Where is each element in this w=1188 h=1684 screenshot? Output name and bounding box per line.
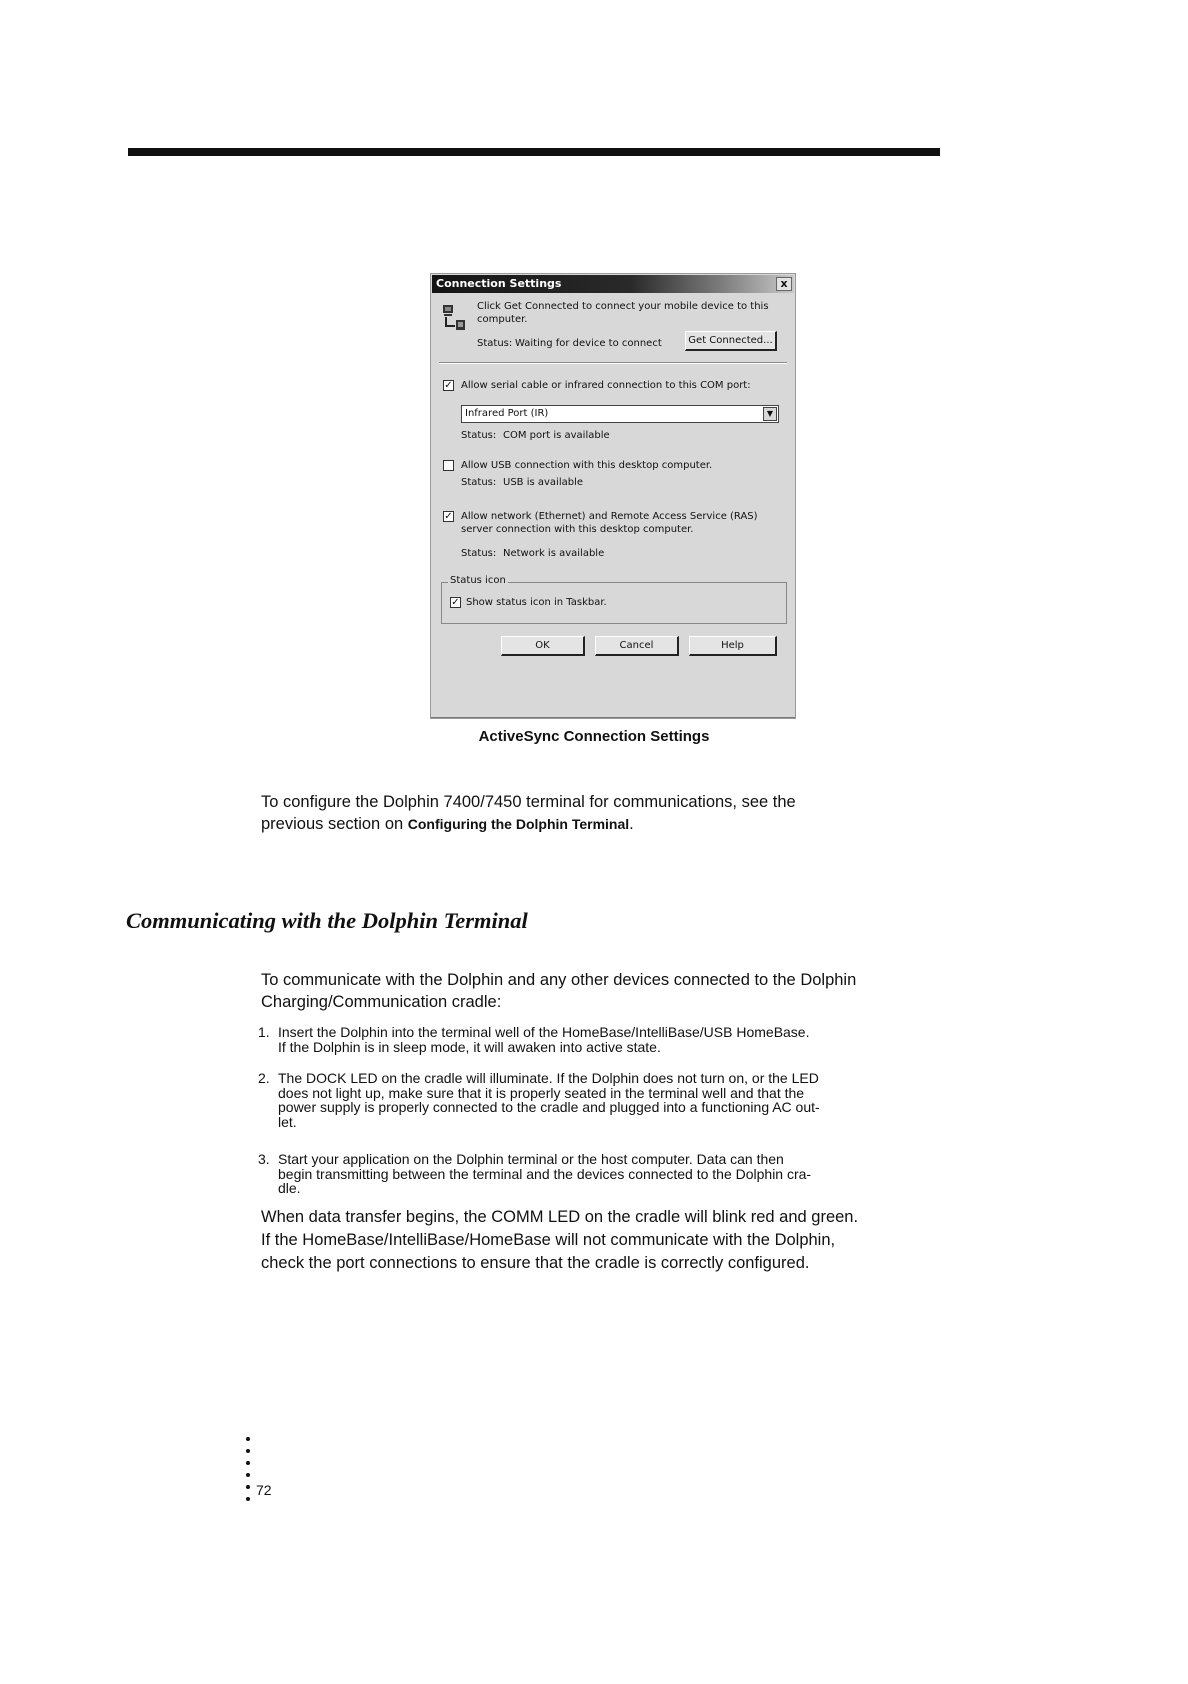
status-icon-group-label: Status icon <box>450 575 506 586</box>
intro-paragraph-suffix: . <box>629 815 634 833</box>
closing-paragraph <box>261 1206 961 1275</box>
close-icon: x <box>780 277 788 290</box>
intro-line-1: Click Get Connected to connect your mobile device to this <box>477 301 769 312</box>
serial-checkbox[interactable] <box>443 380 454 391</box>
usb-checkbox[interactable] <box>443 460 454 471</box>
com-status-value: COM port is available <box>503 430 610 441</box>
step-line: power supply is properly connected to the cradle and plugged into a functioning AC out- <box>278 1099 820 1115</box>
network-status-label: Status: <box>461 548 497 559</box>
usb-checkbox-label: Allow USB connection with this desktop computer. <box>461 460 713 471</box>
step-line: Start your application on the Dolphin terminal or the host computer. Data can then <box>278 1151 784 1167</box>
close-button[interactable] <box>776 277 792 291</box>
dialog-titlebar <box>432 275 794 293</box>
usb-status-label: Status: <box>461 477 497 488</box>
section-intro-line-2: Charging/Communication cradle: <box>261 993 502 1011</box>
taskbar-checkbox-label: Show status icon in Taskbar. <box>466 597 607 608</box>
separator <box>439 362 787 364</box>
com-status-label: Status: <box>461 430 497 441</box>
connection-status-value: Waiting for device to connect <box>515 338 662 349</box>
dot <box>246 1437 250 1441</box>
dot <box>246 1449 250 1453</box>
step-text <box>278 1025 938 1054</box>
network-checkbox-label-line-1: Allow network (Ethernet) and Remote Access Service (RAS) <box>461 511 758 522</box>
serial-checkbox-label: Allow serial cable or infrared connection to this COM port: <box>461 380 751 391</box>
intro-paragraph <box>261 791 941 835</box>
step-line: Insert the Dolphin into the terminal well of the HomeBase/IntelliBase/USB HomeBase. <box>278 1024 810 1040</box>
connection-settings-dialog <box>430 273 796 719</box>
chevron-down-icon[interactable]: ▼ <box>763 407 777 421</box>
taskbar-checkbox[interactable] <box>450 597 461 608</box>
step-number: 2. <box>258 1070 270 1086</box>
dialog-bottom-edge <box>431 717 795 718</box>
step-line: If the Dolphin is in sleep mode, it will awaken into active state. <box>278 1038 661 1055</box>
dot <box>246 1473 250 1477</box>
check-icon: ✓ <box>444 380 453 391</box>
intro-line-2: computer. <box>477 314 528 325</box>
step-number: 1. <box>258 1024 270 1040</box>
section-heading: Communicating with the Dolphin Terminal <box>126 908 528 933</box>
step-text <box>278 1071 938 1129</box>
dot <box>246 1461 250 1465</box>
get-connected-button[interactable]: Get Connected... <box>685 331 777 351</box>
page-number: 72 <box>256 1482 272 1498</box>
check-icon: ✓ <box>451 597 460 608</box>
cancel-button[interactable]: Cancel <box>595 636 679 656</box>
ok-button[interactable]: OK <box>501 636 585 656</box>
network-checkbox-label-line-2: server connection with this desktop computer. <box>461 524 694 535</box>
com-port-select[interactable] <box>461 405 779 423</box>
status-icon-group <box>441 575 787 624</box>
dot <box>246 1497 250 1501</box>
intro-paragraph-line-1: To configure the Dolphin 7400/7450 terminal for communications, see the <box>261 793 796 811</box>
step-text <box>278 1152 938 1196</box>
network-status-value: Network is available <box>503 548 605 559</box>
connection-status-label: Status: <box>477 338 513 349</box>
help-button[interactable]: Help <box>689 636 777 656</box>
step-line: begin transmitting between the terminal and the devices connected to the Dolphin cra- <box>278 1165 812 1182</box>
dialog-title: Connection Settings <box>436 277 562 290</box>
step-number: 3. <box>258 1151 270 1167</box>
network-checkbox[interactable] <box>443 511 454 522</box>
dot <box>246 1485 250 1489</box>
closing-line-1: When data transfer begins, the COMM LED on the cradle will blink red and green. <box>261 1208 859 1226</box>
closing-line-2: If the HomeBase/IntelliBase/HomeBase will not communicate with the Dolphin, <box>261 1231 836 1249</box>
device-computer-icon <box>441 304 469 332</box>
intro-paragraph-prefix: previous section on <box>261 815 408 833</box>
section-intro <box>261 969 961 1013</box>
usb-status-value: USB is available <box>503 477 584 488</box>
step-line: dle. <box>278 1180 301 1196</box>
section-intro-line-1: To communicate with the Dolphin and any other devices connected to the Dolphin <box>261 971 857 989</box>
closing-line-3: check the port connections to ensure that the cradle is correctly configured. <box>261 1254 810 1272</box>
figure-caption: ActiveSync Connection Settings <box>478 728 710 745</box>
top-rule <box>128 148 940 156</box>
com-port-select-value: Infrared Port (IR) <box>465 408 549 419</box>
intro-paragraph-line-2 <box>261 813 941 835</box>
step-line: does not light up, make sure that it is properly seated in the terminal well and that the <box>278 1084 805 1101</box>
check-icon: ✓ <box>444 511 453 522</box>
step-line: The DOCK LED on the cradle will illuminate. If the Dolphin does not turn on, or the LED <box>278 1070 819 1086</box>
intro-paragraph-reference: Configuring the Dolphin Terminal <box>407 816 630 832</box>
step-line: let. <box>278 1113 297 1130</box>
